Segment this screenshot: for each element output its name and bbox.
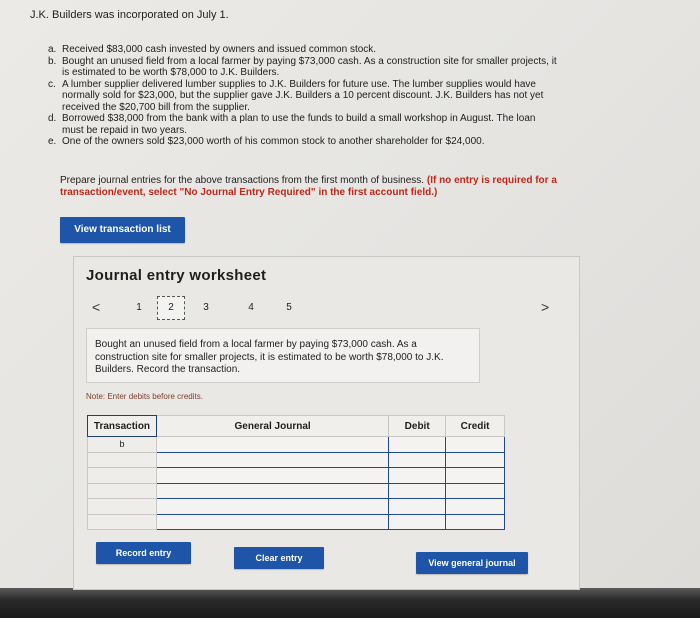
journal-table	[87, 415, 505, 530]
clear-entry-button[interactable]: Clear entry	[234, 547, 324, 569]
transaction-item: c. A lumber supplier delivered lumber supplies to J.K. Builders for future use. The lumber supplies would have normally sold for $23,000, but the supplier gave J.K. Builders a 10 percent discount. J.K. Builders has not yet received the $20,700 bill from the supplier.	[48, 78, 544, 113]
transaction-cell	[88, 452, 157, 468]
debit-input[interactable]	[389, 437, 446, 453]
transaction-list	[48, 44, 558, 148]
worksheet-pagination	[86, 297, 556, 321]
worksheet-title: Journal entry worksheet	[86, 267, 267, 284]
table-row	[88, 437, 505, 453]
page-2-tab[interactable]: 2	[157, 296, 185, 320]
screen-bezel-edge	[0, 588, 700, 618]
transaction-item: e. One of the owners sold $23,000 worth of his common stock to another shareholder for $24,000.	[48, 136, 485, 147]
debit-input[interactable]	[389, 452, 446, 468]
record-entry-button[interactable]: Record entry	[96, 542, 191, 564]
debit-column-header: Debit	[389, 416, 446, 437]
account-input[interactable]	[156, 468, 388, 484]
transaction-item: b. Bought an unused field from a local farmer by paying $73,000 cash. As a construction site for smaller projects, it is estimated to be worth $78,000 to J.K. Builders.	[48, 55, 557, 78]
debit-input[interactable]	[389, 483, 446, 499]
transaction-cell	[88, 514, 157, 530]
transaction-cell	[88, 499, 157, 515]
debit-input[interactable]	[389, 514, 446, 530]
view-general-journal-button[interactable]: View general journal	[416, 552, 528, 574]
page-3-tab[interactable]: 3	[203, 302, 209, 313]
page-4-tab[interactable]: 4	[248, 302, 254, 313]
transaction-item: d. Borrowed $38,000 from the bank with a plan to use the funds to build a small workshop in August. The loan must be repaid in two years.	[48, 113, 536, 136]
instructions	[60, 175, 580, 198]
credit-input[interactable]	[446, 483, 505, 499]
instructions-red-note: (If no entry is required for a transaction/event, select "No Journal Entry Required" in the first account field.)	[60, 175, 557, 198]
transaction-item: a. Received $83,000 cash invested by owners and issued common stock.	[48, 44, 377, 55]
credit-input[interactable]	[446, 437, 505, 453]
next-arrow-icon[interactable]: >	[541, 299, 550, 315]
page-1-tab[interactable]: 1	[136, 302, 142, 313]
account-input[interactable]	[156, 452, 388, 468]
page-5-tab[interactable]: 5	[286, 302, 292, 313]
credit-column-header: Credit	[446, 416, 505, 437]
journal-entry-worksheet	[73, 256, 580, 590]
transaction-cell	[88, 483, 157, 499]
table-row	[88, 452, 505, 468]
debits-note: Note: Enter debits before credits.	[86, 392, 203, 401]
account-input[interactable]	[156, 483, 388, 499]
table-row	[88, 483, 505, 499]
credit-input[interactable]	[446, 514, 505, 530]
instructions-text: Prepare journal entries for the above transactions from the first month of business.	[60, 175, 425, 186]
table-row	[88, 514, 505, 530]
view-transaction-list-button[interactable]: View transaction list	[60, 217, 185, 243]
credit-input[interactable]	[446, 452, 505, 468]
debit-input[interactable]	[389, 468, 446, 484]
account-input[interactable]	[156, 514, 388, 530]
credit-input[interactable]	[446, 468, 505, 484]
debit-input[interactable]	[389, 499, 446, 515]
problem-title: J.K. Builders was incorporated on July 1.	[30, 9, 229, 21]
table-row	[88, 468, 505, 484]
account-input[interactable]	[156, 499, 388, 515]
prev-arrow-icon[interactable]: <	[92, 299, 101, 315]
table-row	[88, 499, 505, 515]
credit-input[interactable]	[446, 499, 505, 515]
transaction-description: Bought an unused field from a local farmer by paying $73,000 cash. As a construction site for smaller projects, it is estimated to be worth $78,000 to J.K. Builders. Record the transaction.	[86, 328, 480, 383]
general-journal-column-header: General Journal	[156, 416, 388, 437]
journal-rows	[88, 437, 505, 530]
account-input[interactable]	[156, 437, 388, 453]
transaction-cell: b	[88, 437, 157, 453]
transaction-cell	[88, 468, 157, 484]
transaction-column-header: Transaction	[88, 416, 157, 437]
